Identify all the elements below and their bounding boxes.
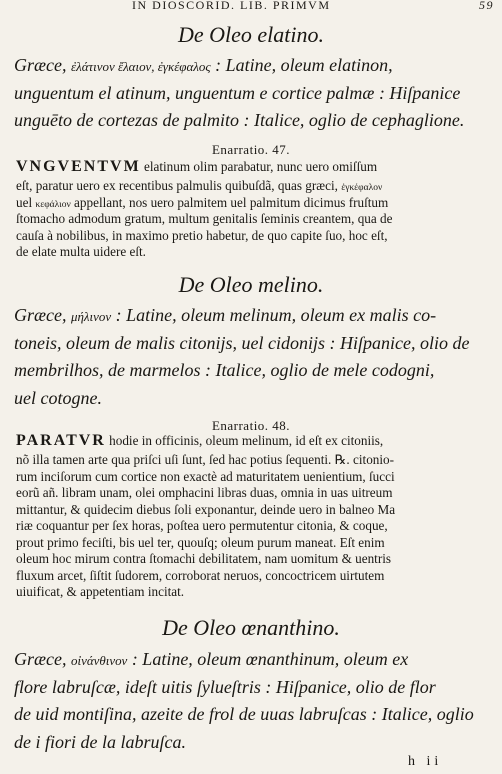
synonym-line: de uid montiſina, azeite de frol de uuas labruſcas : Italice, oglio	[14, 704, 474, 724]
greek-term: οἰνάνθινον	[71, 653, 128, 668]
synonym-line: uel cotogne.	[14, 387, 102, 408]
text-line: VNGVENTVM elatinum olim parabatur, nunc uero omiſſum	[16, 158, 378, 175]
synonym-line: Græce, ἐλάτινον ἔλαιον, ἐγκέφαλος : Latine, oleum elatinon,	[14, 55, 393, 75]
text-line: uiuificat, & appetentiam incitat.	[16, 584, 185, 599]
text-line: de elate multa uidere eſt.	[16, 244, 146, 259]
signature-mark: h ii	[408, 754, 443, 769]
drop-word: VNGVENTVM	[16, 158, 141, 175]
greek-term: ἐγκέφαλον	[341, 183, 383, 193]
greek-term: ἐλάτινον ἔλαιον, ἐγκέφαλος	[71, 59, 211, 74]
text-line: fluxum arcet, ſiſtit ſudorem, corroborat neruos, concoctricem uirtutem	[16, 567, 385, 583]
synonym-line: toneis, oleum de malis citonijs, uel cidonijs : Hiſpanice, olio de	[14, 332, 470, 353]
text-line: uel κεφάλιον appellant, nos uero palmitem uel palmitum dicimus fruſtum	[16, 194, 389, 210]
synonym-line: de i fiori de la labruſca.	[14, 731, 186, 752]
text-line: riæ coquantur per ſex horas, poſtea uero permutentur citonia, & coque,	[16, 518, 388, 533]
synonym-line: Græce, οἰνάνθινον : Latine, oleum œnanthinum, oleum ex	[14, 649, 409, 669]
text-line: PARATVR hodie in officinis, oleum melinum, id eſt ex citoniis,	[16, 432, 384, 449]
text-line: prout primo feciſti, bis uel ter, quouſq; oleum purum maneat. Eſt enim	[16, 534, 385, 550]
page-number: 59	[479, 0, 494, 12]
text-line: cauſa à nobilibus, in maximo pretio habetur, de quo capite ſuo, hoc eſt,	[16, 227, 388, 243]
text-line: ſtomacho admodum gratum, multum genitalis ſeminis creantem, qua de	[16, 211, 393, 226]
section-heading: De Oleo melino.	[178, 272, 324, 297]
synonym-line: Græce, μήλινον : Latine, oleum melinum, oleum ex malis co-	[14, 305, 437, 325]
section-heading: De Oleo œnanthino.	[162, 615, 340, 640]
text-line: oleum hoc mirum contra ſtomachi debilitatem, nam uomitum & uentris	[16, 551, 392, 566]
enarratio-heading: Enarratio. 47.	[211, 142, 291, 157]
drop-word: PARATVR	[16, 432, 106, 449]
section-heading: De Oleo elatino.	[177, 22, 325, 47]
synonym-line: unguentum el atinum, unguentum e cortice palmæ : Hiſpanice	[14, 82, 461, 103]
text-line: eſt, paratur uero ex recentibus palmulis quibuſdã, quas græci, ἐγκέφαλον	[16, 178, 383, 193]
running-head-title: IN DIOSCORID. LIB. PRIMVM	[132, 0, 331, 12]
text-line: rum inciſorum cum cortice non exactè ad maturitatem uenientium, ſucci	[16, 468, 395, 484]
greek-term: κεφάλιον	[35, 199, 71, 210]
greek-term: μήλινον	[71, 309, 112, 324]
synonym-line: unguēto de cortezas de palmito : Italice, oglio de cephaglione.	[14, 110, 465, 130]
synonym-line: membrilhos, de marmelos : Italice, oglio de mele codogni,	[14, 360, 435, 380]
text-line: eorũ añ. libram unam, olei omphacini libras duas, omnia in uas uitreum	[16, 485, 393, 500]
text-line: nõ illa tamen arte qua priſci uſi ſunt, ſed hac potius ſequenti. ℞. citonio-	[16, 452, 395, 467]
enarratio-heading: Enarratio. 48.	[211, 418, 291, 433]
text-line: mittantur, & quidecim diebus ſoli exponantur, deinde uero in balneo Ma	[16, 501, 396, 517]
synonym-line: flore labruſcæ, ideſt uitis ſylueſtris : Hiſpanice, olio de flor	[14, 676, 436, 697]
running-head	[0, 0, 502, 14]
